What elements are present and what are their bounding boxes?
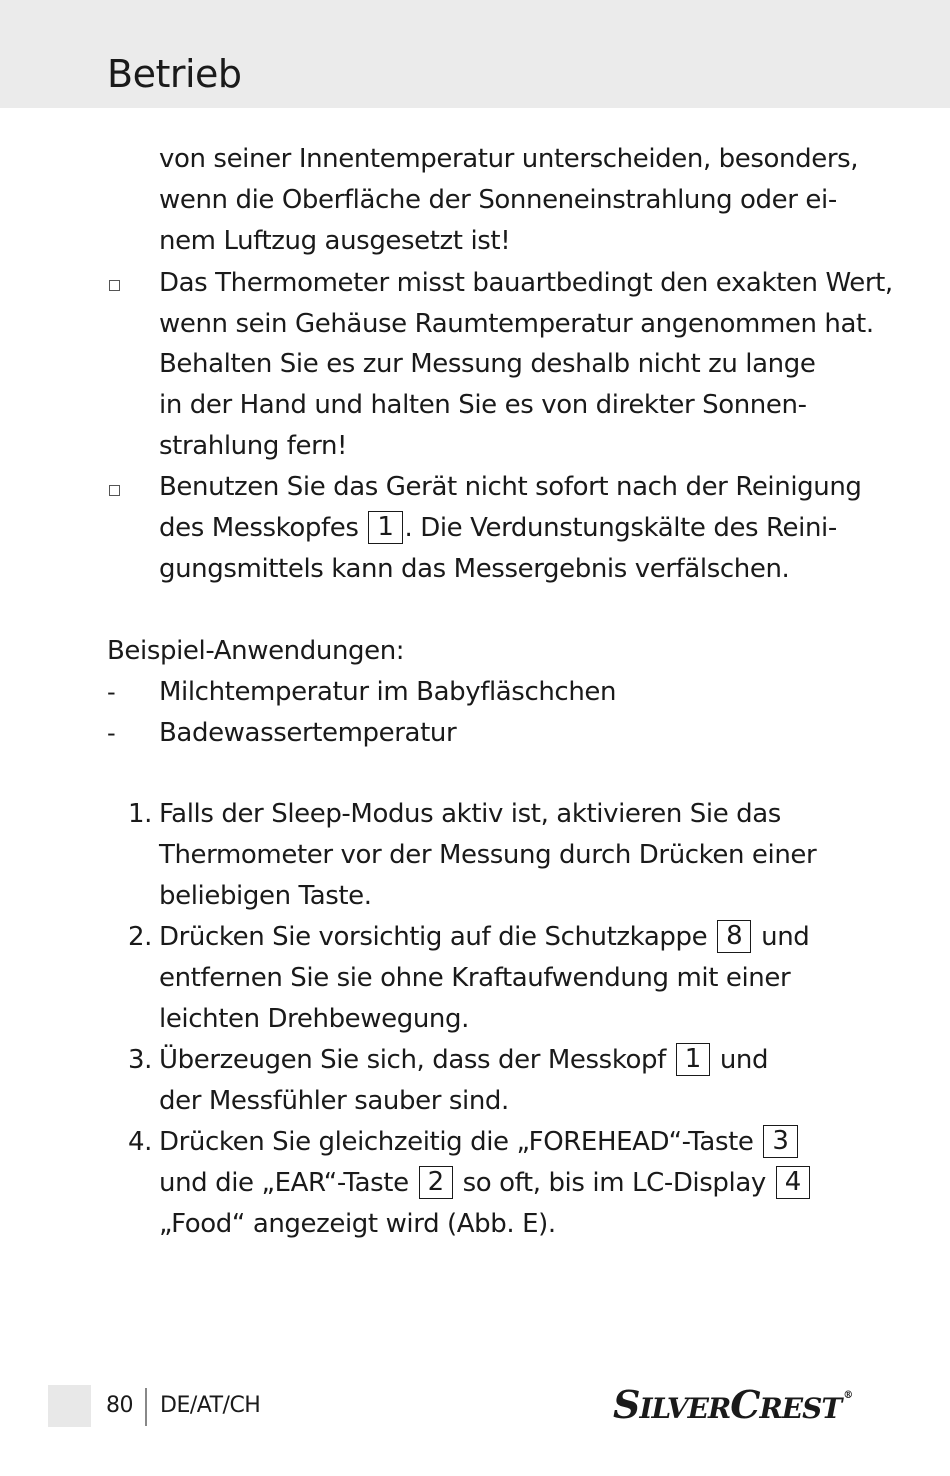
step-line: Thermometer vor der Messung durch Drücken einer [159,840,817,870]
step-text: so oft, bis im LC-Display [462,1168,766,1198]
bullet-line: in der Hand und halten Sie es von direkter Sonnen- [159,390,807,420]
bullet-line: Benutzen Sie das Gerät nicht sofort nach der Reinigung [159,472,862,502]
step-line: entfernen Sie sie ohne Kraftaufwendung mit einer [159,963,791,993]
step-line: beliebigen Taste. [159,881,372,911]
example-item: Milchtemperatur im Babyfläschchen [159,677,617,707]
step-line [159,1122,800,1163]
reference-number-box: 1 [368,511,402,544]
brand-letter: S [613,1382,640,1427]
bullet-line [159,508,837,549]
footer-tab-marker [48,1385,91,1427]
step-text: und [719,1045,769,1075]
step-line: Falls der Sleep-Modus aktiv ist, aktivieren Sie das [159,799,781,829]
reference-number-box: 8 [717,920,751,953]
examples-heading: Beispiel-Anwendungen: [107,636,405,666]
step-text: und die „EAR“-Taste [159,1168,409,1198]
step-text: Drücken Sie gleichzeitig die „FOREHEAD“-Taste [159,1127,754,1157]
bullet-square-icon [109,485,120,496]
footer-divider [145,1388,147,1426]
step-number: 2. [127,922,152,952]
step-line [159,917,809,958]
step-number: 1. [127,799,152,829]
intro-line: wenn die Oberfläche der Sonneneinstrahlung oder ei- [159,185,837,215]
step-line: leichten Drehbewegung. [159,1004,469,1034]
bullet-line: Behalten Sie es zur Messung deshalb nicht zu lange [159,349,816,379]
step-text: und [761,922,810,952]
brand-letter: C [730,1382,760,1427]
bullet-text: . Die Verdunstungskälte des Reini- [404,513,837,543]
brand-logo [613,1382,852,1427]
step-number: 3. [127,1045,152,1075]
bullet-line: gungsmittels kann das Messergebnis verfälschen. [159,554,790,584]
reference-number-box: 1 [676,1043,710,1076]
step-text: Drücken Sie vorsichtig auf die Schutzkappe [159,922,708,952]
step-number: 4. [127,1127,152,1157]
reference-number-box: 2 [419,1166,453,1199]
registered-mark: ® [843,1390,853,1401]
brand-letters: REST [759,1392,842,1425]
intro-line: von seiner Innentemperatur unterscheiden, besonders, [159,144,859,174]
step-line [159,1040,768,1081]
bullet-text: des Messkopfes [159,513,359,543]
step-line: der Messfühler sauber sind. [159,1086,509,1116]
step-text: Überzeugen Sie sich, dass der Messkopf [159,1045,666,1075]
reference-number-box: 3 [763,1125,797,1158]
bullet-line: wenn sein Gehäuse Raumtemperatur angenommen hat. [159,309,874,339]
reference-number-box: 4 [776,1166,810,1199]
brand-letters: ILVER [639,1392,731,1425]
bullet-square-icon [109,280,120,291]
bullet-line: Das Thermometer misst bauartbedingt den exakten Wert, [159,268,893,298]
intro-line: nem Luftzug ausgesetzt ist! [159,226,511,256]
dash-marker: - [107,678,116,706]
step-line: „Food“ angezeigt wird (Abb. E). [159,1209,556,1239]
locale-label: DE/AT/CH [160,1393,261,1418]
bullet-line: strahlung fern! [159,431,348,461]
page-number: 80 [106,1393,133,1418]
example-item: Badewassertemperatur [159,718,457,748]
step-line [159,1163,812,1204]
page-title: Betrieb [107,52,242,96]
dash-marker: - [107,719,116,747]
